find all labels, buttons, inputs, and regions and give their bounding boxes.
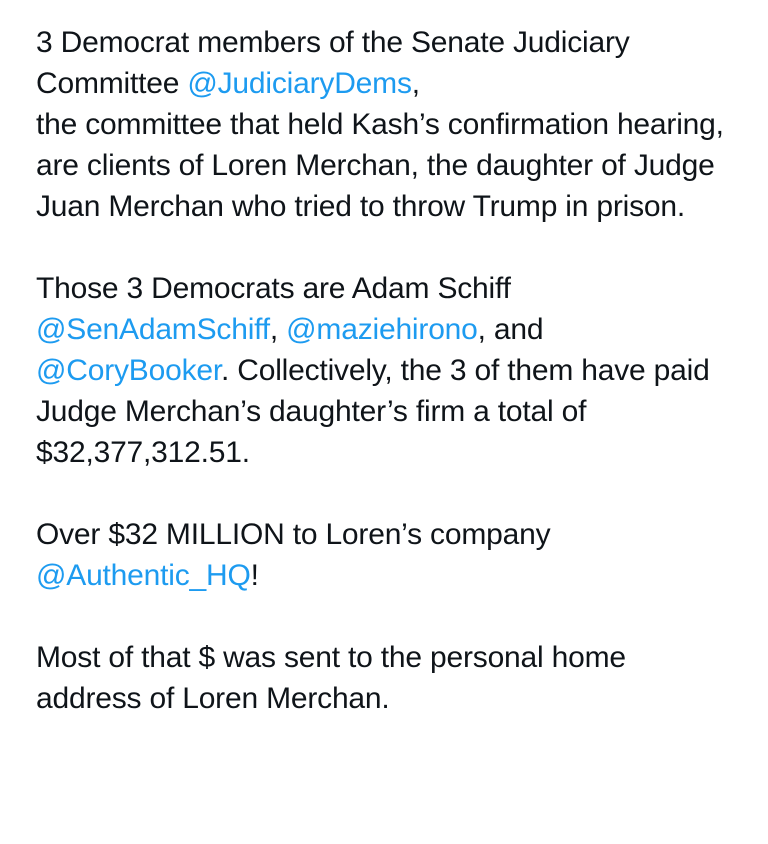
mention-link[interactable]: @Authentic_HQ	[36, 559, 251, 592]
mention-link[interactable]: @CoryBooker	[36, 354, 221, 387]
post-paragraph	[36, 22, 732, 227]
post-text: ,	[411, 67, 420, 100]
post-text: Over $32 MILLION to Loren’s company	[36, 518, 551, 551]
post-text: . Collectively, the 3 of them have paid Judge Merchan’s daughter’s firm a total of $32,377,312.51.	[36, 354, 710, 469]
mention-link[interactable]: @maziehirono	[286, 313, 478, 346]
post-text: Those 3 Democrats are Adam Schiff	[36, 272, 511, 305]
post-paragraph	[36, 637, 732, 719]
post-text: Most of that $ was sent to the personal home address of Loren Merchan.	[36, 641, 626, 715]
post-text: the committee that held Kash’s confirmation hearing, are clients of Loren Merchan, the daughter of Judge Juan Merchan who tried to throw Trump in prison.	[36, 108, 724, 223]
post-paragraph	[36, 268, 732, 473]
post-text: ,	[269, 313, 287, 346]
mention-link[interactable]: @SenAdamSchiff	[36, 313, 270, 346]
post-text: !	[250, 559, 259, 592]
mention-link[interactable]: @JudiciaryDems	[187, 67, 412, 100]
post-text: , and	[477, 313, 544, 346]
post-paragraph	[36, 514, 732, 596]
post-text: 3 Democrat members of the Senate Judiciary Committee	[36, 26, 630, 100]
